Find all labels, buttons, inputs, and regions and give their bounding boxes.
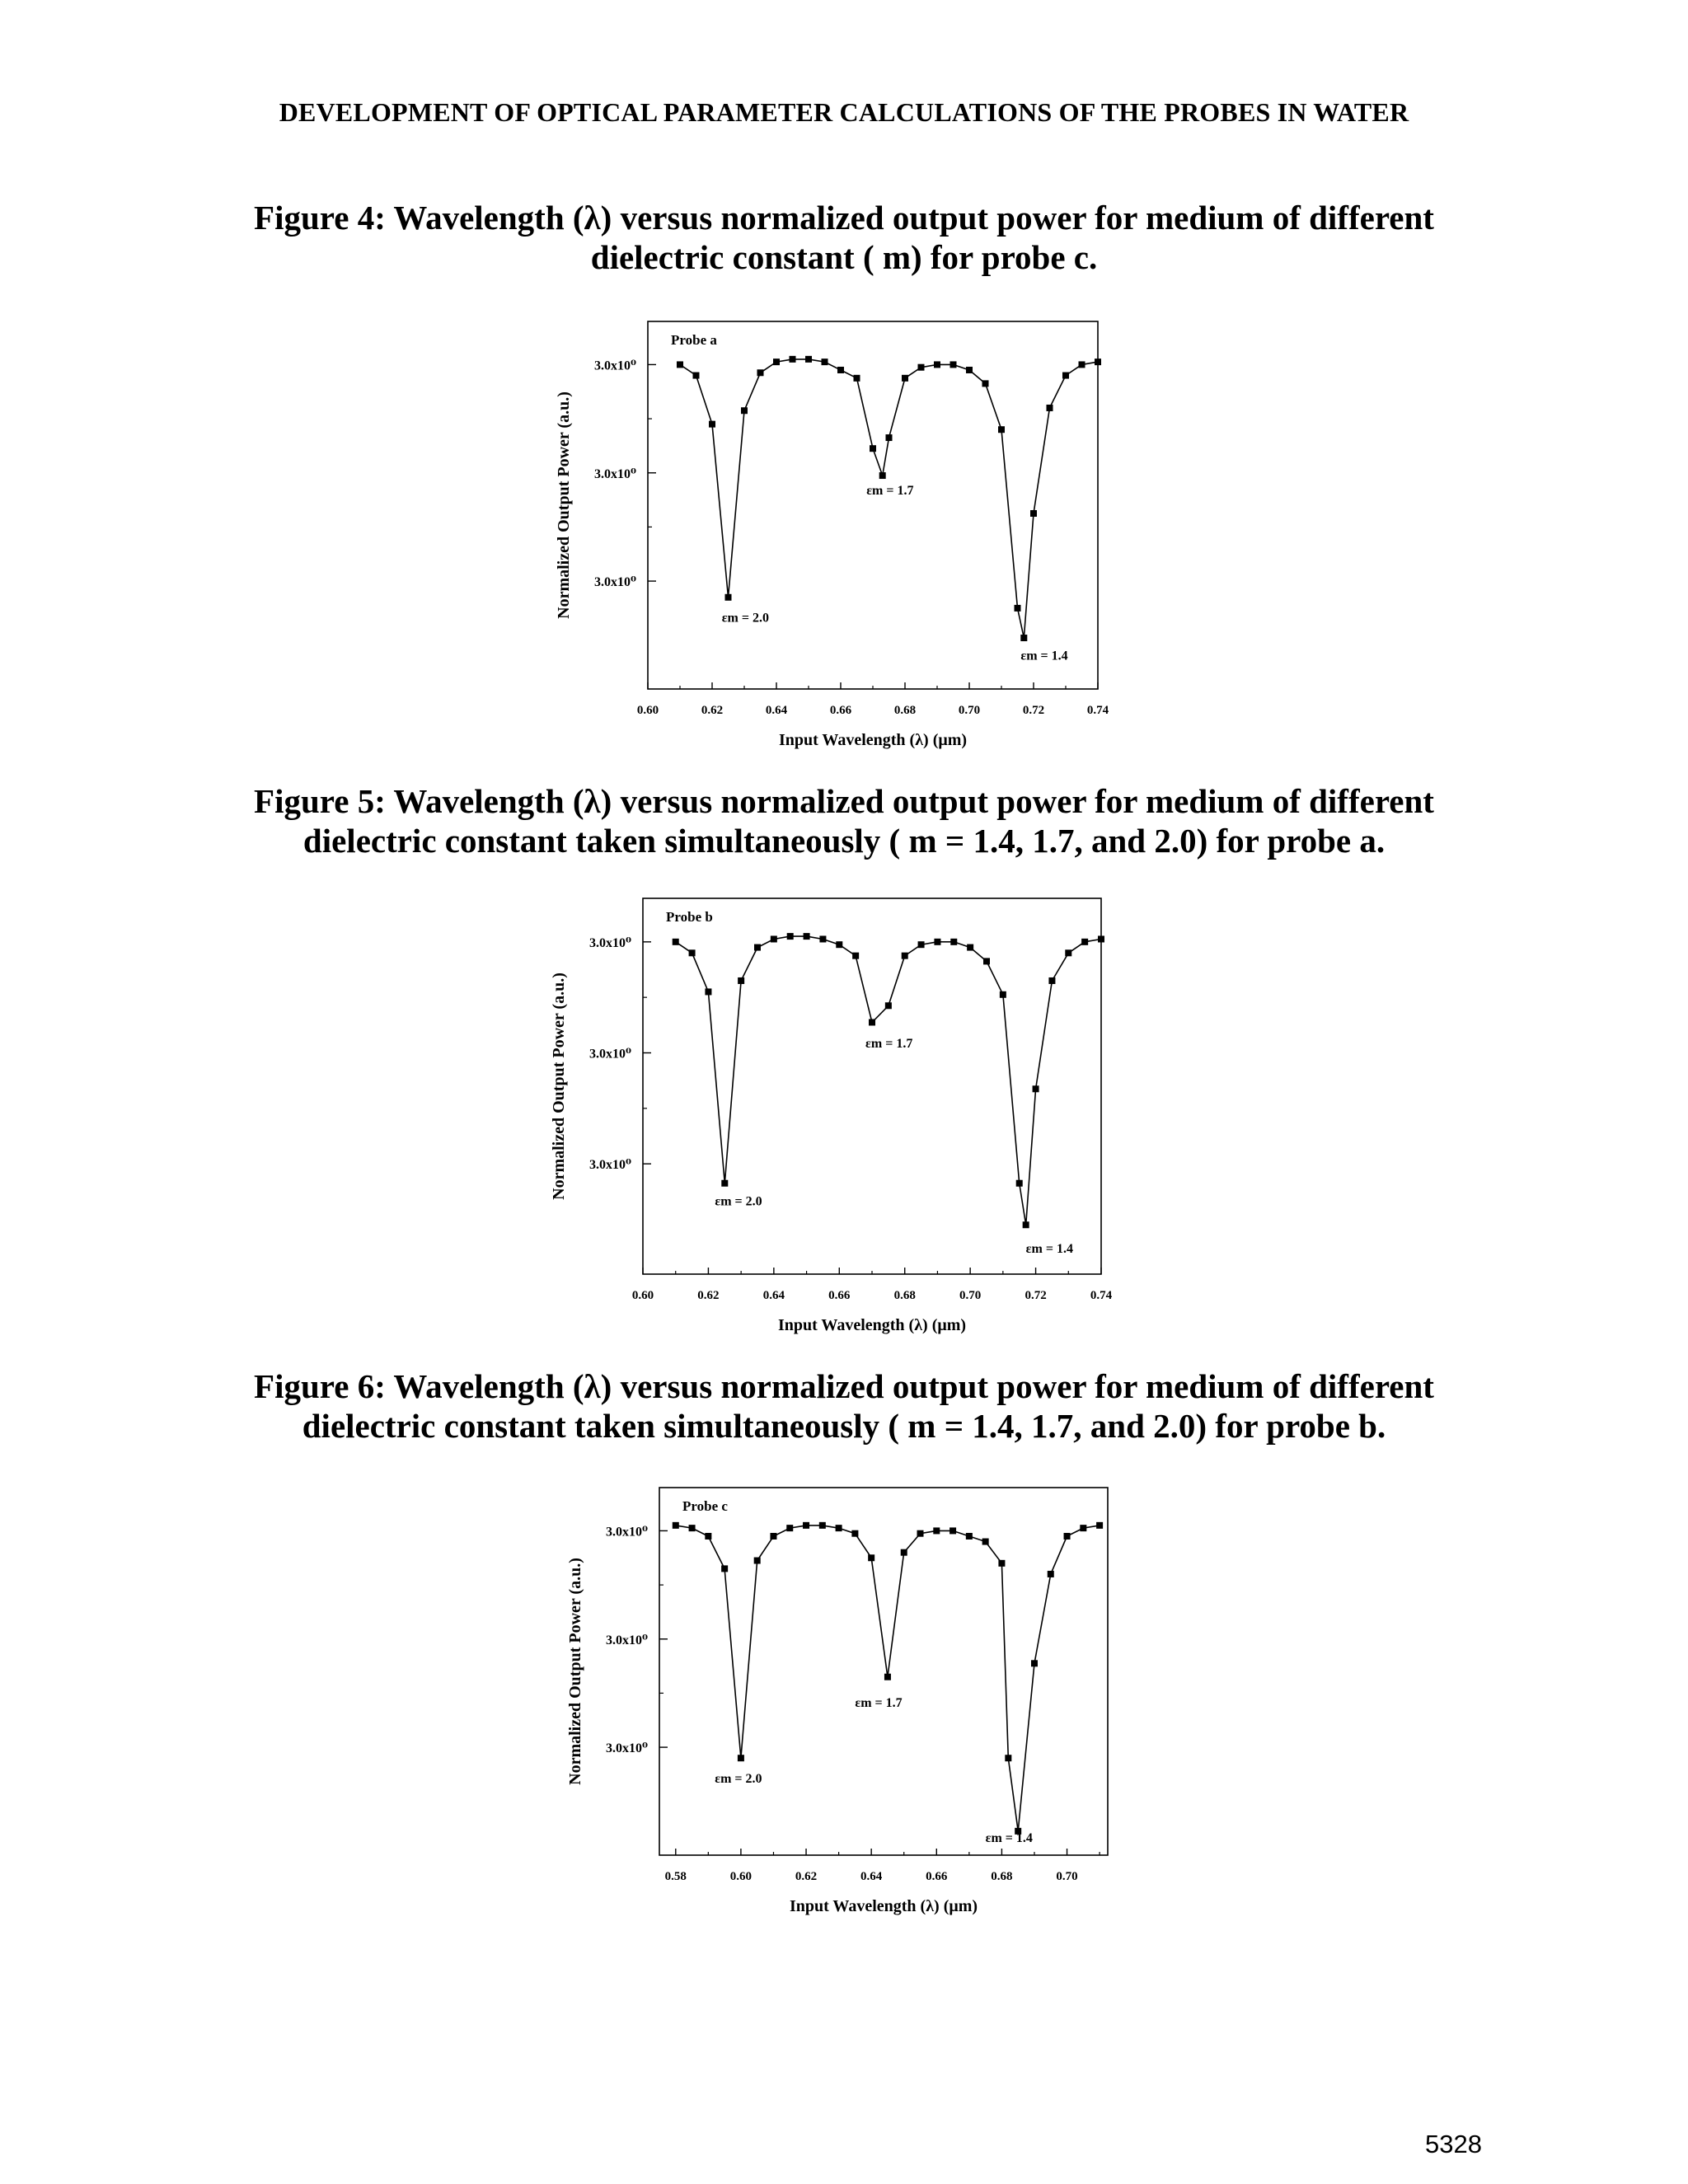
caption-line: dielectric constant ( m) for probe c.: [590, 238, 1098, 276]
plot-title: Probe b: [666, 909, 713, 925]
data-point: [1033, 1085, 1039, 1092]
chart-probe-a: [0, 288, 1688, 766]
plot-frame: [659, 1488, 1108, 1855]
data-point: [738, 977, 744, 984]
data-point: [741, 407, 748, 414]
data-point: [983, 958, 990, 964]
data-point: [773, 359, 780, 365]
data-point: [869, 1019, 875, 1025]
data-point: [886, 434, 893, 441]
data-point: [918, 364, 925, 371]
x-tick-label: 0.70: [959, 1289, 982, 1302]
data-point: [721, 1565, 728, 1572]
plot-frame: [648, 321, 1098, 689]
data-point: [754, 944, 761, 951]
x-tick-label: 0.64: [860, 1870, 883, 1883]
data-point: [934, 361, 940, 368]
data-point: [805, 356, 812, 363]
data-point: [982, 380, 989, 387]
data-point: [804, 933, 810, 940]
data-point: [1030, 510, 1037, 517]
x-axis-label: Input Wavelength (λ) (μm): [789, 1897, 978, 1915]
x-tick-label: 0.68: [893, 704, 917, 717]
data-point: [1079, 361, 1085, 368]
plot-title: Probe a: [671, 332, 717, 348]
dip-annotation: εm = 1.4: [1025, 1241, 1073, 1256]
data-point: [1048, 977, 1055, 984]
data-point: [673, 939, 679, 945]
data-point: [1095, 359, 1101, 365]
caption-line: dielectric constant taken simultaneously ( m = 1.4, 1.7, and 2.0) for probe a.: [302, 822, 1386, 860]
x-tick-label: 0.68: [893, 1289, 916, 1302]
data-point: [1062, 373, 1069, 379]
dip-annotation: εm = 1.4: [1020, 649, 1068, 663]
data-point: [967, 944, 973, 951]
data-point: [1000, 991, 1006, 998]
data-point: [950, 361, 957, 368]
data-point: [852, 953, 859, 959]
data-point: [1098, 935, 1104, 942]
data-point: [757, 369, 764, 376]
data-point: [998, 426, 1005, 433]
x-tick-label: 0.66: [828, 1289, 851, 1302]
dip-annotation: εm = 1.7: [855, 1695, 903, 1710]
data-point: [950, 1527, 956, 1534]
x-axis-label: Input Wavelength (λ) (μm): [777, 1316, 967, 1334]
figure-caption: [206, 1366, 1482, 1446]
running-head: DEVELOPMENT OF OPTICAL PARAMETER CALCULATIONS OF THE PROBES IN WATER: [279, 97, 1409, 127]
data-point: [1016, 1180, 1023, 1187]
x-tick-label: 0.64: [765, 704, 788, 717]
data-point: [1005, 1755, 1011, 1761]
data-point: [1031, 1660, 1038, 1666]
x-tick-label: 0.62: [701, 704, 724, 717]
data-point: [693, 373, 700, 379]
data-point: [836, 1525, 842, 1531]
data-point: [901, 1549, 907, 1556]
data-point: [819, 935, 826, 942]
series-line: [680, 359, 1098, 638]
data-point: [771, 935, 777, 942]
x-axis-label: Input Wavelength (λ) (μm): [778, 731, 968, 749]
x-tick-label: 0.60: [636, 704, 659, 717]
data-point: [738, 1755, 744, 1761]
dip-annotation: εm = 1.7: [866, 484, 914, 499]
data-point: [689, 949, 696, 956]
data-point: [884, 1674, 891, 1680]
data-point: [851, 1530, 858, 1537]
data-point: [998, 1560, 1005, 1567]
data-point: [721, 1180, 728, 1187]
x-tick-label: 0.62: [697, 1289, 720, 1302]
x-tick-label: 0.66: [926, 1870, 948, 1883]
figure-caption: [206, 198, 1482, 277]
x-tick-label: 0.72: [1022, 704, 1045, 717]
chart-probe-c: [0, 1463, 1688, 1941]
caption-line: Figure 5: Wavelength (λ) versus normalized output power for medium of different: [254, 782, 1434, 820]
data-point: [917, 1530, 924, 1537]
figure-caption: [206, 781, 1482, 860]
data-point: [934, 939, 940, 945]
plot-title: Probe c: [682, 1498, 728, 1514]
data-point: [787, 933, 794, 940]
dip-annotation: εm = 2.0: [721, 611, 769, 626]
caption-line: dielectric constant taken simultaneously ( m = 1.4, 1.7, and 2.0) for probe b.: [302, 1407, 1386, 1445]
y-tick-label: 3.0x10⁰: [588, 1047, 631, 1062]
data-point: [966, 367, 973, 373]
data-point: [754, 1558, 761, 1564]
data-point: [982, 1539, 989, 1545]
data-point: [803, 1522, 809, 1529]
data-point: [836, 941, 842, 948]
y-axis-label: Normalized Output Power (a.u.): [550, 972, 568, 1200]
x-tick-label: 0.72: [1025, 1289, 1047, 1302]
data-point: [868, 1554, 874, 1561]
caption-line: Figure 4: Wavelength (λ) versus normalized output power for medium of different: [254, 199, 1434, 237]
data-point: [705, 1533, 711, 1540]
page-number: 5328: [1425, 2130, 1482, 2158]
chart-probe-b: [0, 874, 1688, 1352]
x-tick-label: 0.74: [1086, 704, 1109, 717]
y-tick-label: 3.0x10⁰: [605, 1525, 648, 1540]
x-tick-label: 0.64: [762, 1289, 785, 1302]
data-point: [950, 939, 957, 945]
caption-line: Figure 6: Wavelength (λ) versus normalized output power for medium of different: [254, 1367, 1434, 1405]
data-point: [902, 375, 908, 382]
x-tick-label: 0.70: [1056, 1870, 1078, 1883]
data-point: [725, 594, 732, 601]
data-point: [902, 953, 908, 959]
data-point: [1096, 1522, 1103, 1529]
x-tick-label: 0.60: [729, 1870, 753, 1883]
y-axis-label: Normalized Output Power (a.u.): [566, 1558, 584, 1785]
data-point: [837, 367, 844, 373]
data-point: [1048, 1571, 1054, 1577]
y-tick-label: 3.0x10⁰: [605, 1741, 648, 1756]
dip-annotation: εm = 2.0: [715, 1771, 762, 1786]
data-point: [822, 359, 828, 365]
dip-annotation: εm = 1.7: [865, 1036, 913, 1051]
x-tick-label: 0.74: [1090, 1289, 1113, 1302]
x-tick-label: 0.68: [991, 1870, 1013, 1883]
x-tick-label: 0.60: [631, 1289, 654, 1302]
data-point: [854, 375, 860, 382]
x-tick-label: 0.66: [829, 704, 852, 717]
data-point: [673, 1522, 679, 1529]
data-point: [790, 356, 796, 363]
y-tick-label: 3.0x10⁰: [593, 359, 636, 373]
data-point: [885, 1002, 892, 1009]
data-point: [770, 1533, 776, 1540]
data-point: [689, 1525, 696, 1531]
y-tick-label: 3.0x10⁰: [588, 1158, 631, 1173]
data-point: [1081, 939, 1088, 945]
data-point: [1020, 635, 1027, 641]
y-tick-label: 3.0x10⁰: [588, 935, 631, 950]
dip-annotation: εm = 1.4: [985, 1831, 1033, 1845]
data-point: [966, 1533, 973, 1540]
data-point: [933, 1527, 940, 1534]
data-point: [1080, 1525, 1086, 1531]
dip-annotation: εm = 2.0: [715, 1194, 762, 1209]
y-tick-label: 3.0x10⁰: [593, 575, 636, 590]
data-point: [1047, 405, 1053, 411]
data-point: [819, 1522, 826, 1529]
data-point: [918, 941, 925, 948]
data-point: [709, 421, 715, 428]
data-point: [870, 445, 876, 452]
data-point: [677, 361, 683, 368]
data-point: [786, 1525, 793, 1531]
y-tick-label: 3.0x10⁰: [593, 466, 636, 481]
x-tick-label: 0.70: [958, 704, 981, 717]
y-axis-label: Normalized Output Power (a.u.): [555, 391, 573, 619]
data-point: [705, 988, 711, 995]
x-tick-label: 0.58: [664, 1870, 687, 1883]
data-point: [879, 472, 886, 479]
data-point: [1015, 605, 1021, 612]
data-point: [1064, 1533, 1071, 1540]
y-tick-label: 3.0x10⁰: [605, 1633, 648, 1647]
data-point: [1023, 1221, 1029, 1228]
data-point: [1065, 949, 1071, 956]
x-tick-label: 0.62: [795, 1870, 818, 1883]
